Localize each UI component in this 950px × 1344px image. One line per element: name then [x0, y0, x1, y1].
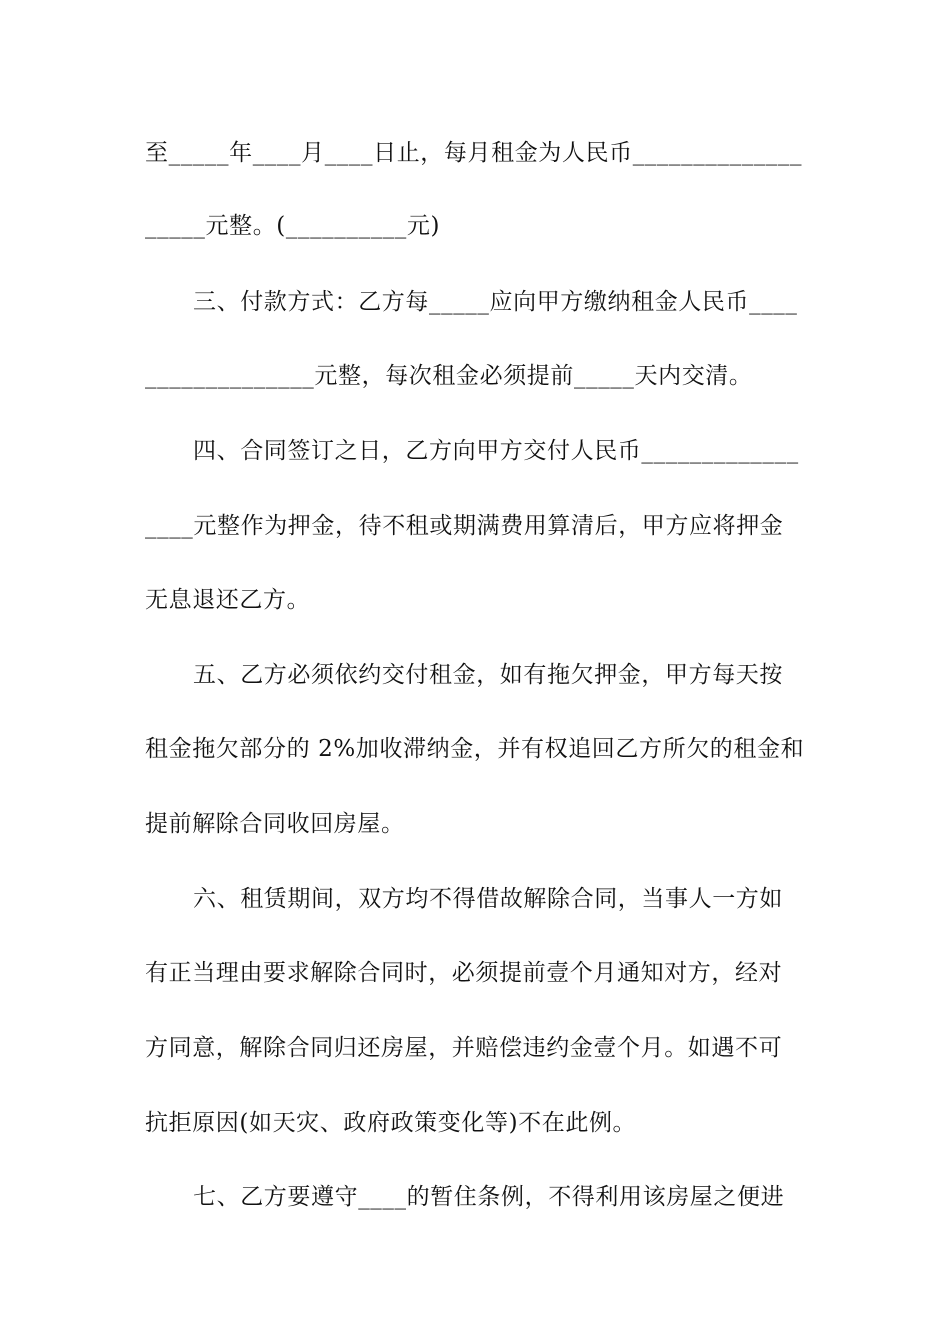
text-line: 租金拖欠部分的 2%加收滞纳金，并有权追回乙方所欠的租金和 — [145, 736, 805, 762]
text-line: 五、乙方必须依约交付租金，如有拖欠押金，甲方每天按 — [193, 662, 783, 688]
text-line: 四、合同签订之日，乙方向甲方交付人民币_____________ — [193, 438, 799, 464]
text-line: _____元整。(__________元) — [145, 213, 441, 239]
text-line: 无息退还乙方。 — [145, 587, 311, 613]
text-line: 三、付款方式：乙方每_____应向甲方缴纳租金人民币____ — [193, 289, 798, 315]
text-line: ______________元整，每次租金必须提前_____天内交清。 — [145, 363, 753, 389]
text-line: 抗拒原因(如天灾、政府政策变化等)不在此例。 — [145, 1110, 637, 1136]
text-line: ____元整作为押金，待不租或期满费用算清后，甲方应将押金 — [145, 513, 784, 539]
text-line: 有正当理由要求解除合同时，必须提前壹个月通知对方，经对 — [145, 960, 783, 986]
text-line: 提前解除合同收回房屋。 — [145, 811, 405, 837]
text-line: 方同意，解除合同归还房屋，并赔偿违约金壹个月。如遇不可 — [145, 1035, 783, 1061]
text-line: 至_____年____月____日止，每月租金为人民币______________ — [145, 140, 803, 166]
text-line: 七、乙方要遵守____的暂住条例，不得利用该房屋之便进 — [193, 1184, 785, 1210]
text-line: 六、租赁期间，双方均不得借故解除合同，当事人一方如 — [193, 886, 783, 912]
